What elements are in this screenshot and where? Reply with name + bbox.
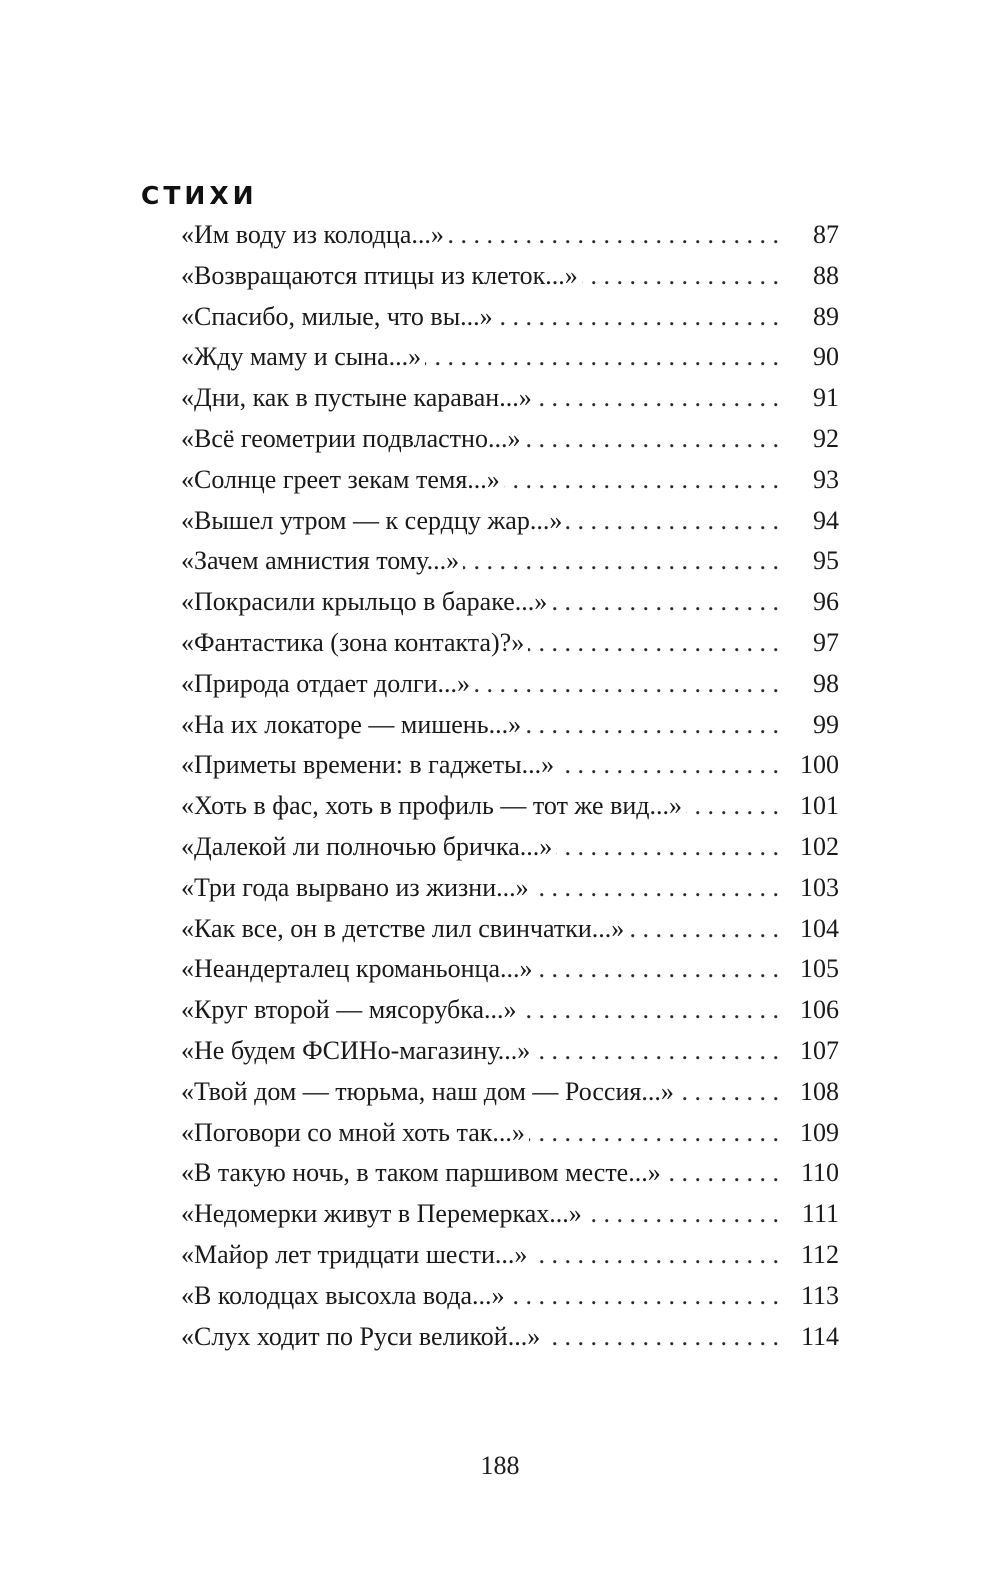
toc-entry-title: «Зачем амнистия тому...» [181,546,460,576]
toc-entry-page: 95 [813,546,839,576]
toc-entry [181,256,839,297]
toc-entry [181,623,839,664]
dot-leader [534,1031,779,1072]
toc-entry [181,582,839,623]
toc-entry-page: 113 [800,1280,839,1310]
dot-leader [497,297,779,338]
toc-entry-title: «Покрасили крыльцо в бараке...» [181,587,548,617]
toc-entry [181,949,839,990]
dot-leader [474,664,779,705]
toc-entry-page: 93 [813,464,839,494]
dot-leader [556,827,779,868]
section-title: СТИХИ [141,181,258,210]
toc-entry-page: 100 [800,750,839,780]
toc-entry [181,1276,839,1317]
toc-entry [181,1153,839,1194]
dot-leader [536,378,779,419]
toc-entry [181,745,839,786]
toc-entry [181,419,839,460]
toc-entry-title: «Майор лет тридцати шести...» [181,1239,528,1269]
dot-leader [586,1194,779,1235]
dot-leader [531,1235,779,1276]
toc-entry [181,705,839,746]
toc-entry [181,664,839,705]
toc-entry [181,1031,839,1072]
toc-entry-page: 106 [800,995,839,1025]
toc-entry-title: «Слух ходит по Руси великой...» [181,1321,541,1351]
toc-entry-page: 105 [800,954,839,984]
dot-leader [551,582,779,623]
toc-entry-page: 110 [800,1158,839,1188]
toc-entry-title: «Поговори со мной хоть так...» [181,1117,525,1147]
dot-leader [528,623,779,664]
dot-leader [425,337,779,378]
toc-entry-title: «Им воду из колодца...» [181,220,444,249]
page-number: 188 [480,1451,520,1480]
dot-leader [529,1113,779,1154]
dot-leader [533,868,779,909]
dot-leader [558,745,779,786]
toc-entry [181,541,839,582]
dot-leader [521,990,780,1031]
toc-entry-page: 90 [813,342,839,372]
toc-entry-page: 101 [800,791,839,821]
toc-entry-page: 98 [813,668,839,698]
toc-entry-title: «Возвращаются птицы из клеток...» [181,260,578,290]
toc-entry-page: 104 [800,913,839,943]
toc-entry [181,1317,839,1358]
toc-entry [181,786,839,827]
toc-entry [181,990,839,1031]
toc-entry [181,909,839,950]
toc-entry [181,1072,839,1113]
toc-entry [181,868,839,909]
toc-entry-page: 99 [813,709,839,739]
toc-entry-title: «В такую ночь, в таком паршивом месте...» [181,1158,661,1188]
dot-leader [686,786,779,827]
toc-entry-page: 114 [800,1321,839,1351]
dot-leader [665,1153,779,1194]
toc-entry-title: «Хоть в фас, хоть в профиль — тот же вид...» [181,791,683,821]
toc-entry-title: «Жду маму и сына...» [181,342,422,372]
toc-entry-page: 108 [800,1076,839,1106]
toc-entry-page: 91 [813,383,839,413]
toc-entry [181,460,839,501]
toc-entry-title: «Фантастика (зона контакта)?» [181,627,525,657]
toc-entry [181,501,839,542]
toc-entry-page: 88 [813,260,839,290]
toc-entry-page: 102 [800,831,839,861]
toc-entry-title: «Спасибо, милые, что вы...» [181,301,493,331]
toc-entry [181,827,839,868]
dot-leader [504,460,779,501]
toc-entry-page: 89 [813,301,839,331]
dot-leader [448,215,779,256]
toc-entry-page: 97 [813,627,839,657]
toc-entry-title: «Не будем ФСИНо-магазину...» [181,1035,531,1065]
toc-entry [181,1235,839,1276]
toc-entry [181,1113,839,1154]
toc-entry-page: 111 [801,1199,839,1229]
toc-entry-title: «Природа отдает долги...» [181,668,470,698]
dot-leader [536,949,779,990]
toc-entry-page: 87 [813,220,839,249]
toc-entry-page: 112 [800,1239,839,1269]
toc-entry-title: «Дни, как в пустыне караван...» [181,383,532,413]
toc-entry-page: 107 [800,1035,839,1065]
toc-entry-title: «Неандерталец кроманьонца...» [181,954,533,984]
table-of-contents [181,215,839,1357]
toc-entry-page: 109 [800,1117,839,1147]
toc-entry-title: «Недомерки живут в Перемерках...» [181,1199,582,1229]
toc-entry-title: «Круг второй — мясорубка...» [181,995,517,1025]
dot-leader [463,541,779,582]
toc-entry-title: «Вышел утром — к сердцу жар...» [181,505,563,535]
dot-leader [628,909,779,950]
toc-entry-title: «Далекой ли полночью бричка...» [181,831,553,861]
dot-leader [524,419,779,460]
toc-entry-title: «Солнце греет зекам темя...» [181,464,500,494]
dot-leader [582,256,779,297]
toc-entry [181,297,839,338]
toc-entry [181,378,839,419]
toc-entry [181,215,839,256]
dot-leader [566,501,779,542]
toc-entry-title: «Приметы времени: в гаджеты...» [181,750,555,780]
toc-entry-title: «Всё геометрии подвластно...» [181,423,521,453]
dot-leader [525,705,779,746]
toc-entry-title: «Три года вырвано из жизни...» [181,872,529,902]
toc-entry [181,1194,839,1235]
dot-leader [678,1072,779,1113]
toc-entry-title: «Твой дом — тюрьма, наш дом — Россия...» [181,1076,674,1106]
toc-entry-page: 103 [800,872,839,902]
toc-entry-title: «Как все, он в детстве лил свинчатки...» [181,913,625,943]
toc-entry [181,337,839,378]
dot-leader [544,1317,779,1358]
toc-entry-page: 92 [813,423,839,453]
dot-leader [509,1276,780,1317]
toc-entry-title: «На их локаторе — мишень...» [181,709,522,739]
toc-entry-page: 94 [813,505,839,535]
toc-entry-title: «В колодцах высохла вода...» [181,1280,505,1310]
toc-entry-page: 96 [813,587,839,617]
